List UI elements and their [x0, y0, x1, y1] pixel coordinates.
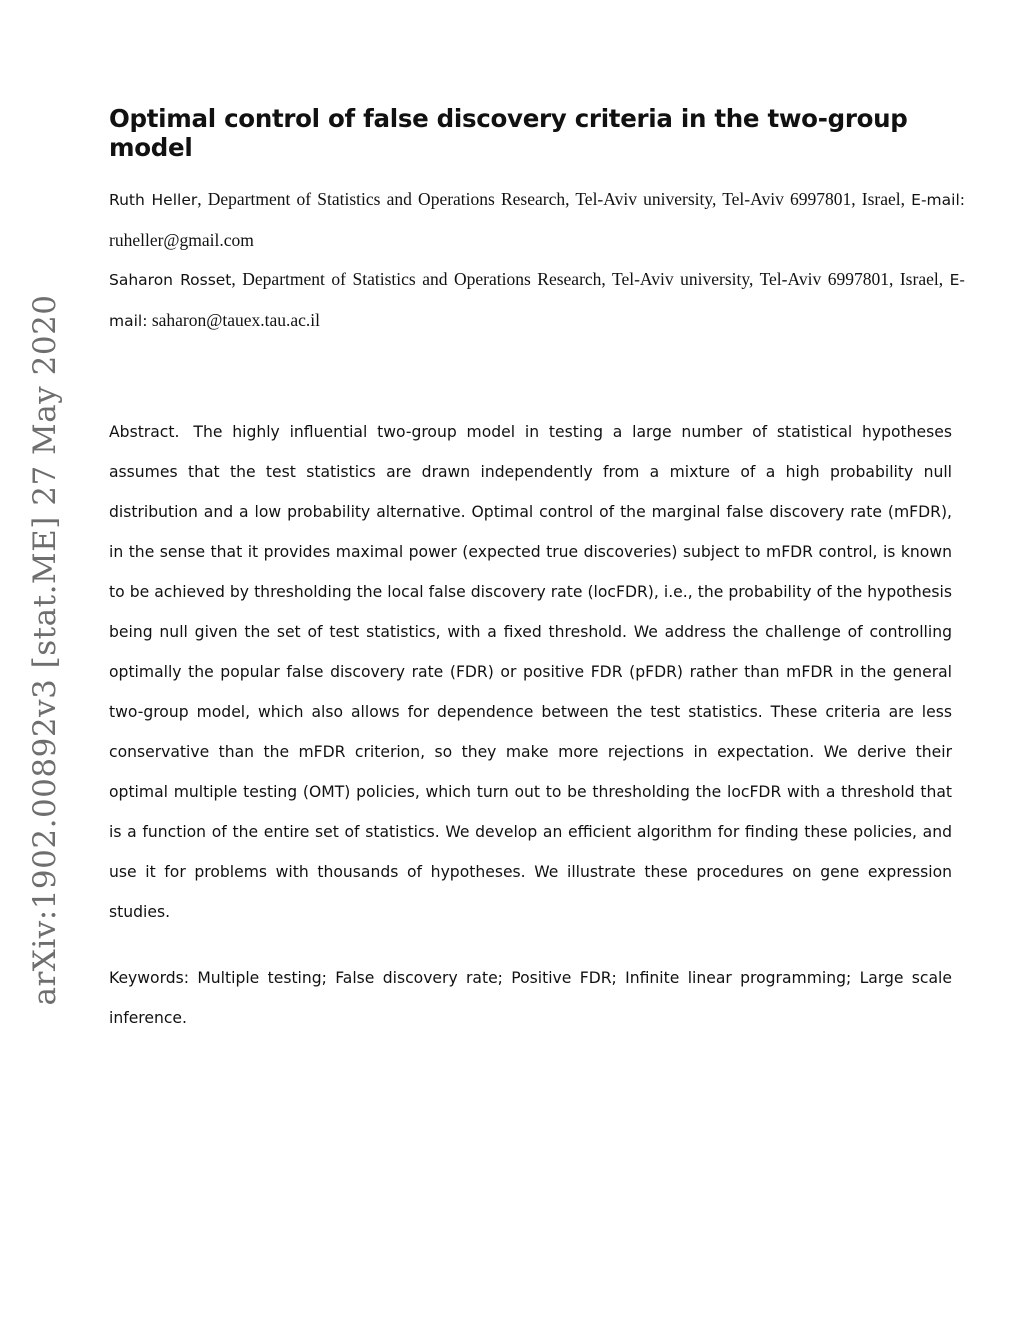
abstract-label: Abstract.	[109, 423, 180, 441]
arxiv-identifier-stamp: arXiv:1902.00892v3 [stat.ME] 27 May 2020	[27, 294, 63, 1006]
author-name: Saharon Rosset	[109, 271, 232, 289]
author-block	[109, 259, 965, 341]
paper-title: Optimal control of false discovery criteria in the two-group model	[109, 104, 908, 162]
author-block	[109, 179, 965, 260]
author-affiliation: , Department of Statistics and Operations Research, Tel-Aviv university, Tel-Aviv 6997801, Israel,	[197, 189, 912, 209]
author-affiliation: , Department of Statistics and Operations Research, Tel-Aviv university, Tel-Aviv 6997801, Israel,	[231, 269, 950, 289]
abstract-text: The highly influential two-group model in testing a large number of statistical hypotheses assumes that the test statistics are drawn independently from a mixture of a high probability null distribution and a low probability alternative. Optimal control of the marginal false discovery rate (mFDR), in the sense that it provides maximal power (expected true discoveries) subject to mFDR control, is known to be achieved by thresholding the local false discovery rate (locFDR), i.e., the probability of the hypothesis being null given the set of test statistics, with a fixed threshold. We address the challenge of controlling optimally the popular false discovery rate (FDR) or positive FDR (pFDR) rather than mFDR in the general two-group model, which also allows for dependence between the test statistics. These criteria are less conservative than the mFDR criterion, so they make more rejections in expectation. We derive their optimal multiple testing (OMT) policies, which turn out to be thresholding the locFDR with a threshold that is a function of the entire set of statistics. We develop an efficient algorithm for finding these policies, and use it for problems with thousands of hypotheses. We illustrate these procedures on gene expression studies.	[109, 423, 952, 921]
keywords-text: Multiple testing; False discovery rate; Positive FDR; Infinite linear programming; Large scale inference.	[109, 969, 952, 1027]
keywords	[109, 958, 952, 1038]
email-label: E-mail:	[911, 191, 965, 209]
author-name: Ruth Heller	[109, 191, 198, 209]
author-email: ruheller@gmail.com	[109, 230, 254, 250]
abstract	[109, 412, 952, 932]
keywords-label: Keywords:	[109, 969, 189, 987]
email-label: E-mail:	[109, 271, 965, 330]
author-email: saharon@tauex.tau.ac.il	[147, 310, 321, 330]
